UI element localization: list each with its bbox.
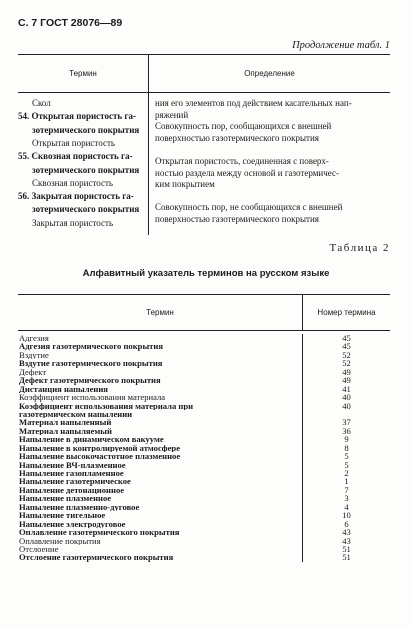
index-term: Вздутие [19,350,49,360]
index-term-number: 51 [342,552,351,563]
term-line: Открытая пористость [32,137,115,148]
table-row [18,494,390,502]
table-label: Таблица 2 [329,242,390,254]
terms-table-header [18,55,390,93]
table-row [18,486,390,494]
index-term: Адгезия [19,334,49,343]
term-line: 55. Сквозная пористость га- [18,151,133,162]
table-row [18,385,390,393]
index-term-number: 45 [342,333,351,343]
table-row [18,444,390,452]
column-header-term: Термин [69,69,97,78]
index-term: Отслоение газотермического покрытия [19,553,174,562]
table-row [18,545,390,553]
index-term: Коэффициент использования материала [19,393,166,402]
index-term: Оплавление газотермического покрытия [19,528,180,537]
term-line: зотермического покрытия [32,124,140,135]
term-line: Скол [32,98,51,108]
index-term: Напыление в контролируемой атмосфере [19,443,181,453]
index-term: Оплавление покрытия [19,536,101,545]
term-line: 56. Закрытая пористость га- [18,191,134,202]
index-term: Напыление тигельное [19,511,106,520]
term-line: зотермического покрытия [32,204,140,215]
table-row [18,376,390,384]
index-term: Напыление детонационное [19,485,125,495]
term-line: Сквозная пористость [32,177,114,188]
index-term-number: 49 [342,366,351,377]
table-row [18,553,390,561]
index-term: Материал напыляемый [19,426,112,436]
table-row [18,452,390,460]
definition-line: Совокупность пор, не сообщающихся с внешней [155,202,343,213]
index-term-number: 43 [342,535,351,546]
index-term-number: 7 [344,484,349,495]
table-row [18,368,390,376]
index-term-number: 51 [342,543,351,554]
column-header-number: Номер термина [302,295,390,330]
index-term: Отслоение [19,544,59,554]
index-term-number: 3 [344,493,349,504]
index-term: Дефект [19,367,47,377]
table-row [18,511,390,519]
index-term: Дефект газотермического покрытия [19,376,161,385]
index-term: Вздутие газотермического покрытия [19,359,163,368]
index-term-number: 4 [344,501,349,512]
table-row [18,393,390,401]
index-term: Напыление плазменное [19,494,112,503]
index-term-number: 52 [342,358,351,369]
definition-line: поверхностью газотермического покрытия [155,132,319,143]
table-row [18,469,390,477]
index-term-number: 9 [344,434,349,445]
definition-line: поверхностью газотермического покрытия [155,214,319,224]
terms-table-body [18,93,390,235]
index-term-number: 45 [342,341,351,352]
table-row [18,418,390,426]
table-row [18,435,390,443]
index-term: Напыление плазменно-дуговое [19,502,140,512]
index-term: Адгезия газотермического покрытия [19,342,163,351]
definition-line: ния его элементов под действием касательных нап- [155,98,352,108]
table-row [18,410,390,418]
index-term-number: 40 [342,392,351,403]
definition-line: ряжений [155,109,189,120]
column-header-term: Термин [146,308,174,317]
index-term-number: 5 [344,459,349,470]
table-continuation-title: Продолжение табл. 1 [292,40,390,51]
index-term: Напыление газопламенное [19,469,124,478]
index-term: Материал напыленный [19,418,112,427]
term-line: 54. Открытая пористость га- [18,111,136,122]
table-row [18,334,390,342]
definition-line: ким покрытием [155,179,215,190]
index-term-number: 6 [344,518,349,529]
index-term-number: 36 [342,425,351,436]
table-row [18,503,390,511]
index-title: Алфавитный указатель терминов на русском языке [82,268,330,279]
table-row [18,427,390,435]
index-table-header [18,295,390,331]
column-header-definition: Определение [148,55,390,92]
index-table [18,294,390,562]
index-term: Дистанция напыления [19,384,108,394]
term-line: зотермического покрытия [32,164,140,175]
index-term-number: 41 [342,383,351,394]
index-term: Напыление в динамическом вакууме [19,435,164,444]
index-term-number: 43 [342,527,351,538]
index-term-number: 2 [344,468,349,478]
index-term: Напыление высокочастотное плазменное [19,452,181,461]
table-row [18,351,390,359]
index-term: Напыление электродуговое [19,519,126,529]
index-term: Напыление газотермическое [19,477,131,486]
index-term: Коэффициент использования материала при [19,401,194,410]
term-line: Закрытая пористость [32,217,114,228]
table-row [18,461,390,469]
index-term-number: 10 [342,510,351,521]
table-row [18,477,390,485]
definition-line: Совокупность пор, сообщающихся с внешней [155,121,332,132]
terms-table [18,54,390,235]
table-row [18,537,390,545]
definition-line: Открытая пористость, соединенная с поверх- [155,156,329,166]
table-row [18,359,390,367]
table-row [18,528,390,536]
index-term: Напыление ВЧ-плазменное [19,460,126,469]
index-term: газотермическом напылении [19,409,133,419]
index-table-body [18,334,390,562]
table-row [18,520,390,528]
table-row [18,402,390,410]
index-term-number: 52 [342,349,351,360]
index-term-number: 37 [342,417,351,428]
page-header: С. 7 ГОСТ 28076—89 [18,17,123,29]
index-term-number: 1 [344,476,349,487]
index-term-number: 49 [342,375,351,386]
table-row [18,342,390,350]
index-term-number: 5 [344,451,349,462]
definition-line: ностью раздела между основой и газотермичес- [155,167,339,178]
index-term-number: 40 [342,400,351,411]
index-term-number: 8 [344,442,349,453]
